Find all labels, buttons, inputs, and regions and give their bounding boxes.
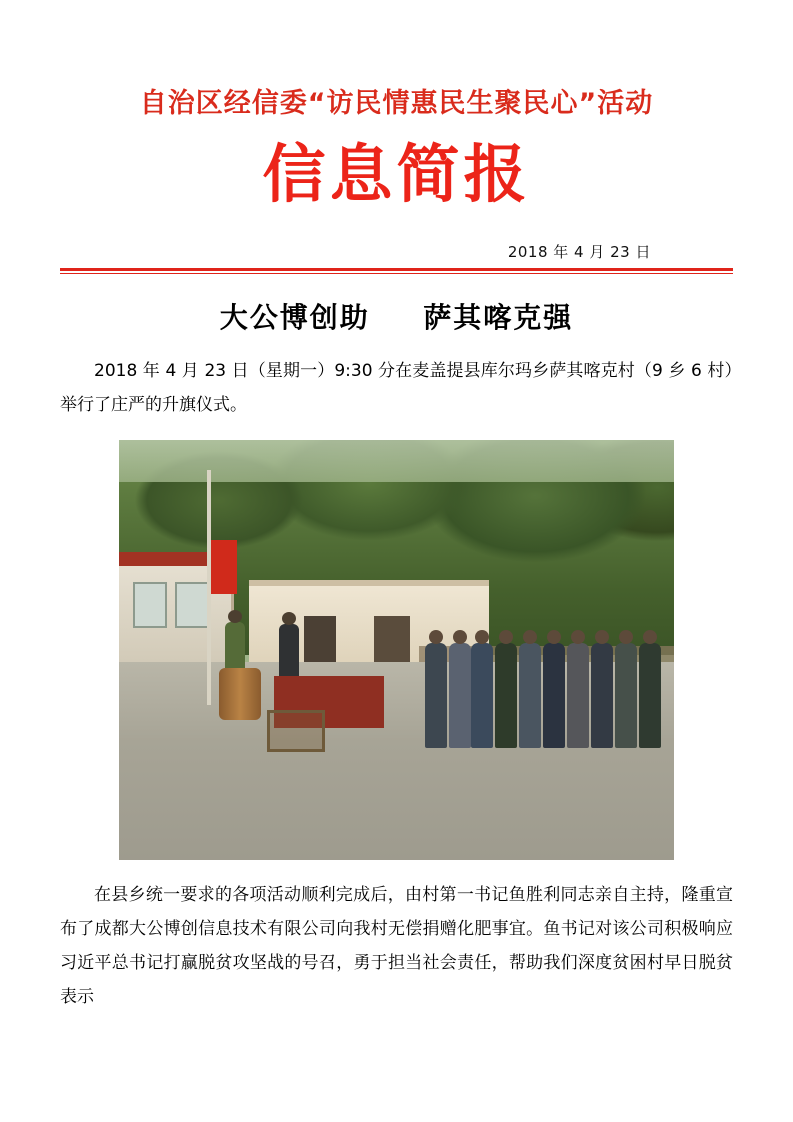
photo-sky [119, 440, 674, 482]
article-photo-container [60, 440, 733, 860]
divider-thin-line [60, 273, 733, 274]
photo-window [175, 582, 209, 628]
photo-crowd-person [519, 643, 541, 748]
photo-crowd-person [495, 643, 517, 748]
masthead-title: 信息简报 [262, 138, 531, 212]
photo-crowd-person [567, 643, 589, 748]
article-title [60, 296, 733, 336]
article-title-part1: 大公博创助 [219, 301, 370, 335]
photo-crowd-person [591, 643, 613, 748]
masthead [60, 0, 733, 215]
photo-crowd-person [543, 643, 565, 748]
photo-crowd-person [639, 643, 661, 748]
article-title-part2: 萨其喀克强 [423, 301, 574, 335]
masthead-divider [60, 268, 733, 274]
masthead-subtitle: 自治区经信委“访民情惠民生聚民心”活动 [139, 88, 654, 119]
photo-crowd-person [471, 643, 493, 748]
issue-date: 2018 年 4 月 23 日 [507, 243, 651, 262]
photo-crowd-person [425, 643, 447, 748]
photo-crowd-person [615, 643, 637, 748]
photo-chair [267, 710, 325, 752]
article-paragraph-1: 2018 年 4 月 23 日（星期一）9:30 分在麦盖提县库尔玛乡萨其喀克村（9 乡 6 村）举行了庄严的升旗仪式。 [60, 361, 733, 416]
photo-crowd-person [449, 643, 471, 748]
photo-drum [219, 668, 261, 720]
photo-window [133, 582, 167, 628]
divider-thick-line [60, 268, 733, 271]
photo-flag [211, 540, 237, 594]
article-photo [119, 440, 674, 860]
article-paragraph-2: 在县乡统一要求的各项活动顺利完成后，由村第一书记鱼胜利同志亲自主持，隆重宣布了成都大公博创信息技术有限公司向我村无偿捐赠化肥事宜。鱼书记对该公司积极响应习近平总书记打赢脱贫攻坚战的号召，勇于担当社会责任，帮助我们深度贫困村早日脱贫表示 [60, 885, 733, 1008]
